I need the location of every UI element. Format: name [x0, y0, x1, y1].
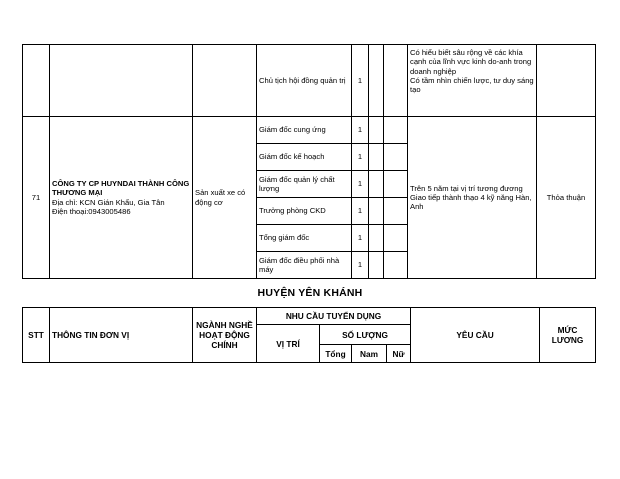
position-cell: Giám đốc cung ứng [257, 117, 352, 144]
industry-cell [193, 45, 257, 117]
male-cell [369, 117, 384, 144]
table-row [23, 45, 596, 117]
header-stt: STT [23, 308, 50, 363]
female-cell [384, 198, 408, 225]
company-info-cell [50, 117, 193, 279]
position-cell: Trưởng phòng CKD [257, 198, 352, 225]
company-address: Địa chỉ: KCN Gián Khẩu, Gia Tân [52, 197, 165, 207]
company-cell [50, 45, 193, 117]
header-requirement: YÊU CẦU [411, 308, 540, 363]
position-cell: Giám đốc kế hoạch [257, 144, 352, 171]
total-cell: 1 [352, 171, 369, 198]
total-cell: 1 [352, 144, 369, 171]
requirement-cell: Trên 5 năm tại vị trí tương đương Giao tiếp thành thạo 4 kỹ năng Hàn, Anh [408, 117, 537, 279]
header-male: Nam [352, 345, 387, 363]
male-cell [369, 198, 384, 225]
male-cell [369, 144, 384, 171]
recruitment-table-header [22, 307, 596, 363]
total-cell: 1 [352, 198, 369, 225]
total-cell: 1 [352, 252, 369, 279]
total-cell: 1 [352, 117, 369, 144]
position-cell: Tổng giám đốc [257, 225, 352, 252]
position-cell: Chủ tịch hội đồng quản trị [257, 45, 352, 117]
stt-cell: 71 [23, 117, 50, 279]
male-cell [369, 45, 384, 117]
position-cell: Giám đốc quản lý chất lượng [257, 171, 352, 198]
male-cell [369, 171, 384, 198]
recruitment-table-continued [22, 44, 596, 279]
header-female: Nữ [387, 345, 411, 363]
stt-cell [23, 45, 50, 117]
company-name: CÔNG TY CP HUYNDAI THÀNH CÔNG THƯƠNG MẠI [52, 178, 190, 198]
industry-cell: Sản xuất xe có động cơ [193, 117, 257, 279]
female-cell [384, 117, 408, 144]
female-cell [384, 45, 408, 117]
salary-cell [537, 45, 596, 117]
female-cell [384, 225, 408, 252]
salary-cell: Thỏa thuận [537, 117, 596, 279]
female-cell [384, 171, 408, 198]
header-demand: NHU CẦU TUYỂN DỤNG [257, 308, 411, 325]
female-cell [384, 252, 408, 279]
district-heading: HUYỆN YÊN KHÁNH [257, 287, 363, 299]
header-industry: NGÀNH NGHỀ HOẠT ĐỘNG CHÍNH [193, 308, 257, 363]
header-salary: MỨC LƯƠNG [540, 308, 596, 363]
header-position: VỊ TRÍ [257, 325, 320, 363]
company-phone: Điện thoại:0943005486 [52, 206, 131, 216]
female-cell [384, 144, 408, 171]
header-total: Tổng [320, 345, 352, 363]
header-row [23, 308, 596, 325]
requirement-cell: Có hiểu biết sâu rộng về các khía cạnh của lĩnh vực kinh do-anh trong doanh nghiệp Có tầm nhìn chiến lược, tư duy sáng tạo [408, 45, 537, 117]
header-quantity: SỐ LƯỢNG [320, 325, 411, 345]
male-cell [369, 225, 384, 252]
total-cell: 1 [352, 45, 369, 117]
total-cell: 1 [352, 225, 369, 252]
table-row [23, 117, 596, 144]
male-cell [369, 252, 384, 279]
header-company-info: THÔNG TIN ĐƠN VỊ [50, 308, 193, 363]
position-cell: Giám đốc điều phối nhà máy [257, 252, 352, 279]
